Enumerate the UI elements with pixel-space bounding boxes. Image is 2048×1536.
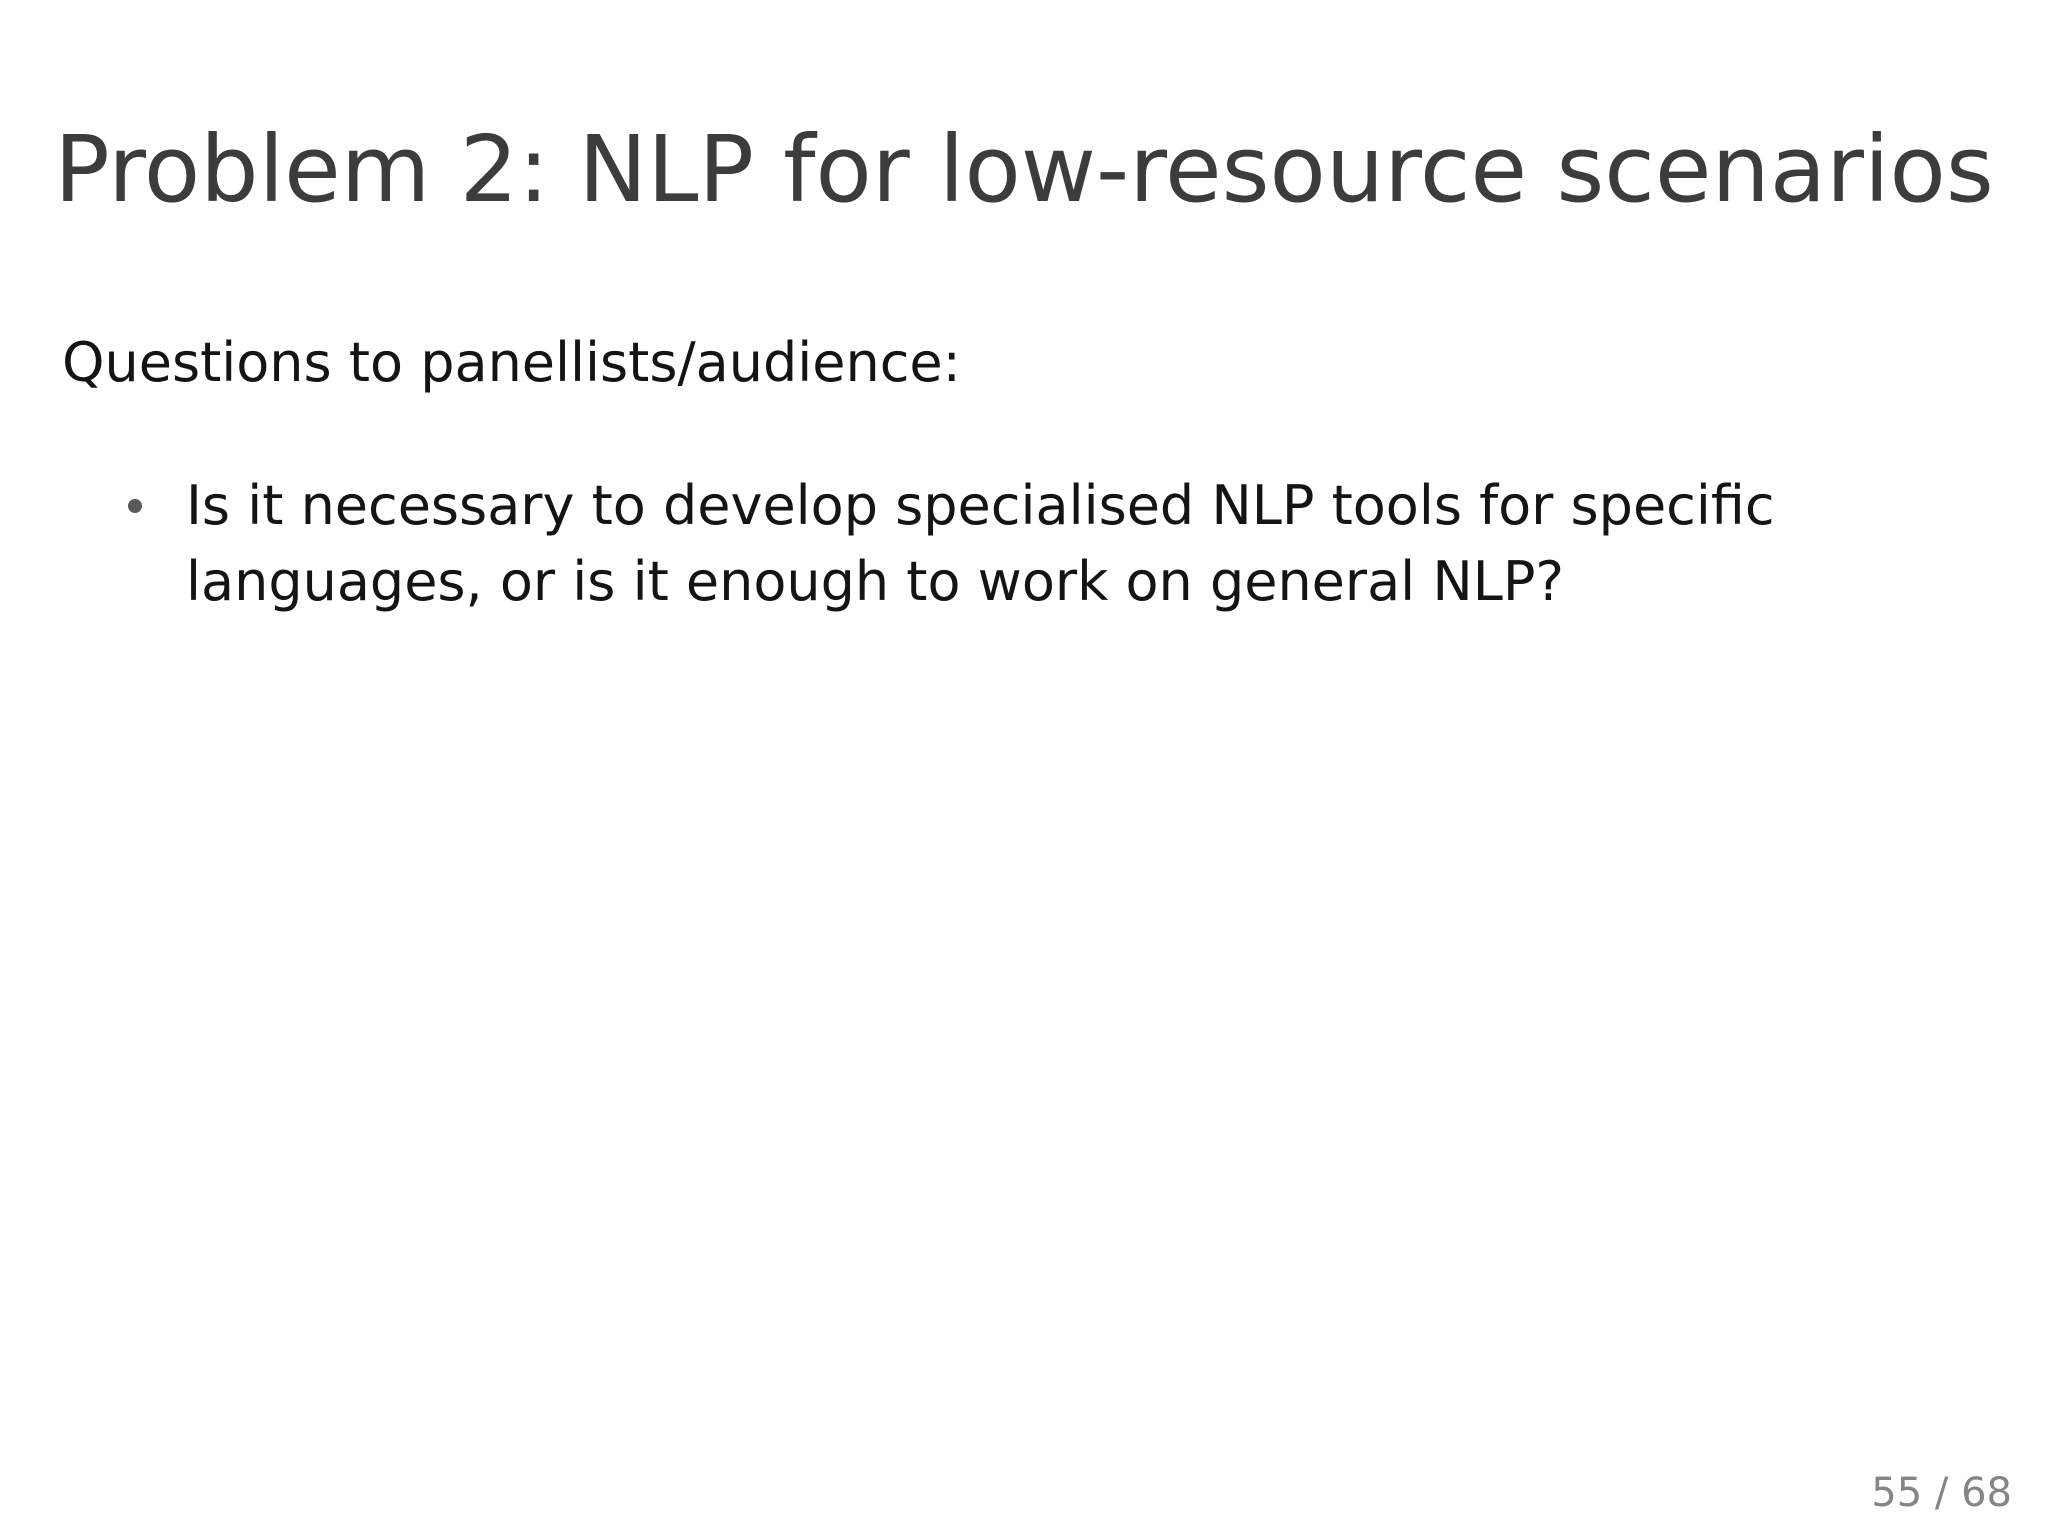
bullet-list [124,468,2004,620]
bullet-item [124,468,2004,620]
page-number [1871,1468,2012,1518]
page-current: 55 [1871,1470,1923,1516]
page-total: 68 [1961,1470,2012,1516]
intro-text: Questions to panellists/audience: [62,331,961,394]
slide-title: Problem 2: NLP for low-resource scenarios [54,115,1994,223]
page-separator: / [1934,1470,1949,1516]
bullet-text: Is it necessary to develop specialised NLP tools for specific languages, or is it enough to work on general NLP? [186,474,1775,613]
bullet-dot-icon [128,499,142,513]
